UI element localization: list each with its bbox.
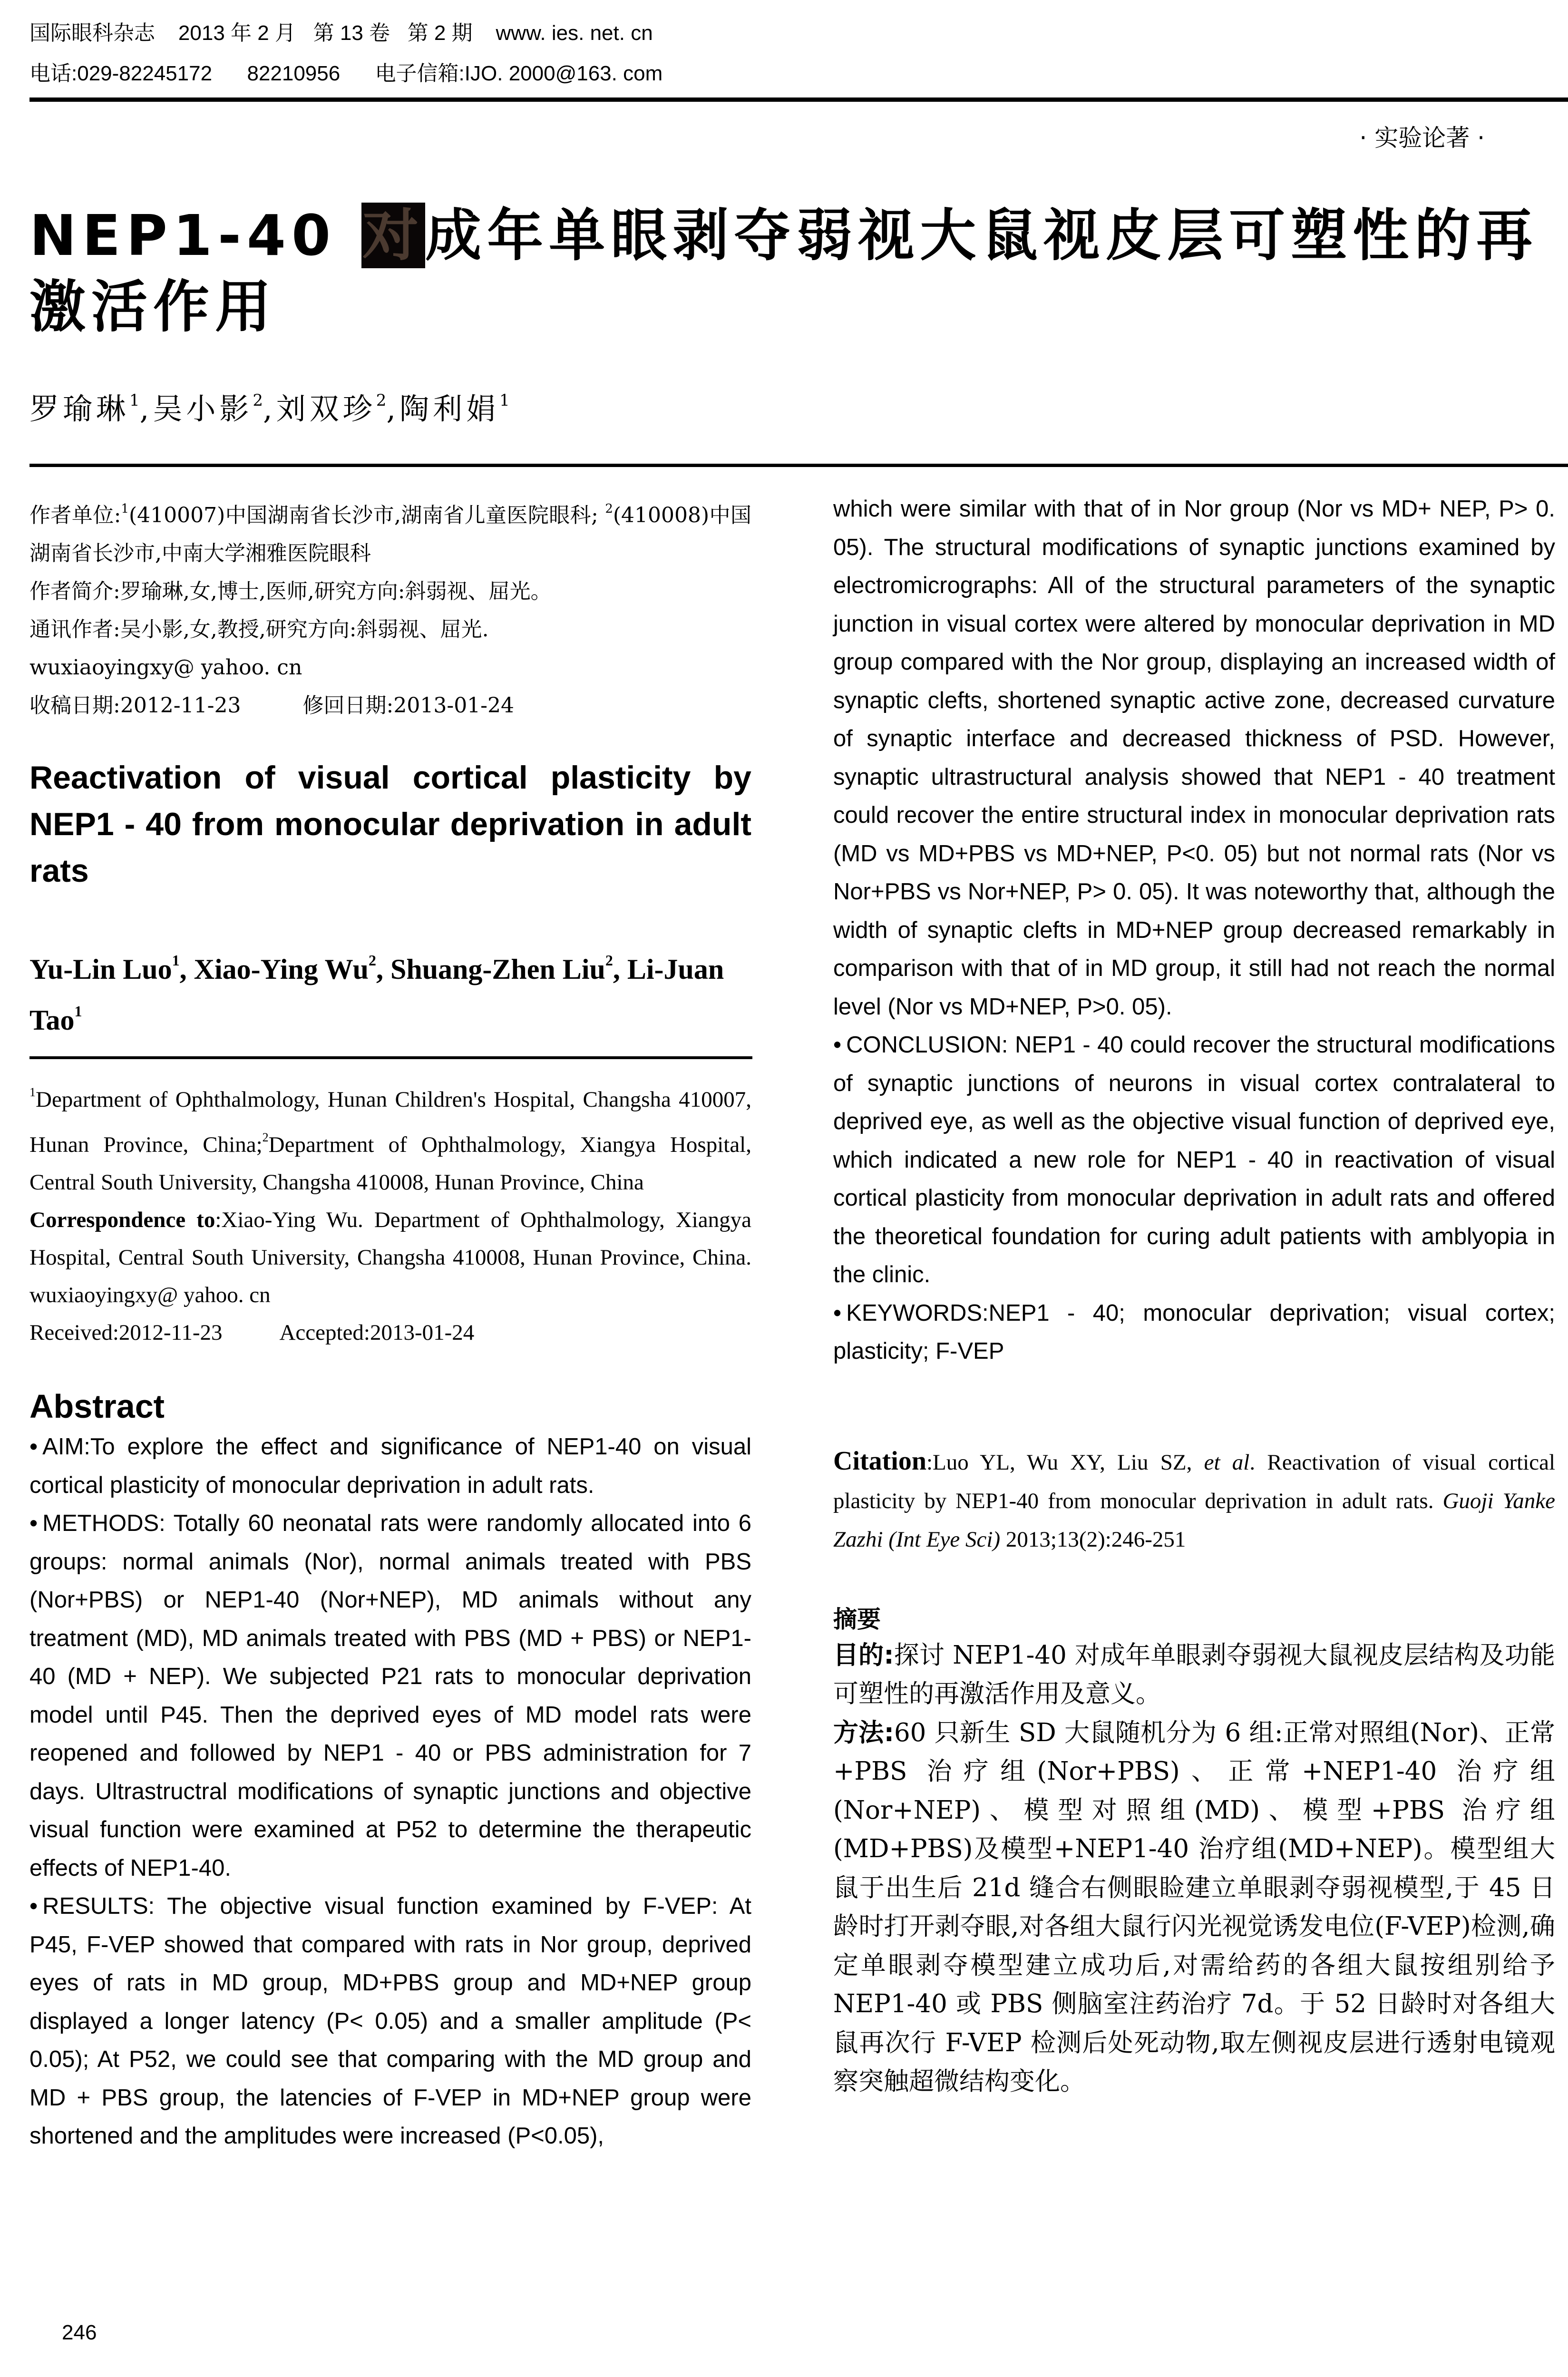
title-prefix: NEP1-40: [29, 203, 362, 268]
abstract-body-right: [833, 490, 1555, 1371]
english-authors: Yu-Lin Luo$^1$, Xiao-Ying Wu$^2$, Shuang-Zhen Liu$^2$, Li-Juan Tao$^1$: [29, 952, 724, 1036]
author: 刘双珍: [276, 391, 376, 426]
chinese-abstract-heading: 摘要: [833, 1605, 881, 1633]
abstract-heading: Abstract: [29, 1388, 165, 1425]
citation: Citation:Luo YL, Wu XY, Liu SZ, et al. Reactivation of visual cortical plasticity by NEP1-40 from monocular deprivation in adult rats. Guoji Yanke Zazhi (Int Eye Sci) 2013;13(2):246-251: [833, 1446, 1556, 1552]
issue-date: 2013 年 2 月: [178, 21, 296, 45]
author: 吴小影: [153, 391, 253, 426]
abstract-results: • RESULTS: The objective visual function examined by F-VEP: At P45, F-VEP showed that compared with rats in Nor group, deprived eyes of rats in MD group, MD+PBS group and MD+NEP group displayed a longer latency (P< 0.05) and a smaller amplitude (P< 0.05); At P52, we could see that comparing with the MD group and MD + PBS group, the latencies of F-VEP in MD+NEP group were shortened and the amplitudes were increased (P<0.05),: [29, 1893, 751, 2149]
correspondence: Correspondence to:Xiao-Ying Wu. Department of Ophthalmology, Xiangya Hospital, Central South University, Changsha 410008, Hunan Province, China. wuxiaoyingxy@ yahoo. cn: [29, 1208, 751, 1307]
chinese-abstract-aim: 目的:探讨 NEP1-40 对成年单眼剥夺弱视大鼠视皮层结构及功能可塑性的再激活作用及意义。: [833, 1640, 1555, 1708]
journal-website[interactable]: www. ies. net. cn: [496, 21, 653, 45]
issue: 第 2 期: [407, 21, 473, 45]
abstract-results-continued: which were similar with that of in Nor group (Nor vs MD+ NEP, P> 0. 05). The structural modifications of synaptic junctions examined by electromicrographs: All of the structural parameters of the synaptic junction in visual cortex were altered by monocular deprivation in MD group compared with the Nor group, displaying an increased width of synaptic clefts, shortened synaptic active zone, decreased curvature of synaptic interface and decreased thickness of PSD. However, synaptic ultrastructural analysis showed that NEP1 - 40 treatment could recover the entire structural index in monocular deprivation rats (MD vs MD+PBS vs MD+NEP, P<0. 05) but not normal rats (Nor vs Nor+PBS vs Nor+NEP, P> 0. 05). It was noteworthy that, although the width of synaptic clefts in MD+NEP group decreased remarkably in comparison with that of in MD group, it still had not reach the normal level (Nor vs MD+NEP, P>0. 05).: [833, 496, 1555, 1020]
received-date: 2012-11-23: [120, 693, 241, 718]
abstract-methods: • METHODS: Totally 60 neonatal rats were randomly allocated into 6 groups: normal animals (Nor), normal animals treated with PBS (Nor+PBS) or NEP1-40 (Nor+NEP), MD animals without any treatment (MD), MD animals treated with PBS (MD + PBS) or NEP1-40 (MD + NEP). We subjected P21 rats to monocular deprivation model until P45. Then the deprived eyes of MD model rats were reopened and followed by NEP1 - 40 or PBS administration for 7 days. Ultrastructral modifications of synaptic junctions and objective visual function were examined at P52 to determine the therapeutic effects of NEP1-40.: [29, 1510, 752, 1881]
author: 陶利娟: [399, 391, 500, 426]
phone-number-2: 82210956: [247, 62, 341, 85]
author: Xiao-Ying Wu: [194, 954, 369, 985]
chinese-title: [29, 200, 1551, 342]
author-affiliation-mark: 1: [129, 391, 140, 410]
abstract-aim: • AIM:To explore the effect and significance of NEP1-40 on visual cortical plasticity of monocular deprivation in adult rats.: [29, 1434, 751, 1498]
volume: 第 13 卷: [313, 21, 390, 45]
header-rule: [29, 97, 1568, 102]
section-tag: · 实验论著 ·: [1359, 124, 1485, 152]
abstract-keywords: • KEYWORDS:NEP1 - 40; monocular deprivation; visual cortex; plasticity; F-VEP: [833, 1300, 1555, 1364]
running-header-line-1: [29, 19, 653, 48]
corresponding-email[interactable]: wuxiaoyingxy@ yahoo. cn: [29, 655, 302, 680]
page-number: 246: [62, 2321, 97, 2344]
chinese-abstract-methods: 方法:60 只新生 SD 大鼠随机分为 6 组:正常对照组(Nor)、正常+PBS 治疗组(Nor+PBS)、正常+NEP1-40 治疗组(Nor+NEP)、模型对照组(MD)、模型+PBS 治疗组(MD+PBS)及模型+NEP1-40 治疗组(MD+NEP)。模型组大鼠于出生后 21d 缝合右侧眼睑建立单眼剥夺弱视模型,于 45 日龄时打开剥夺眼,对各组大鼠行闪光视觉诱发电位(F-VEP)检测,确定单眼剥夺模型建立成功后,对需给药的各组大鼠按组别给予 NEP1-40 或 PBS 侧脑室注药治疗 7d。于 52 日龄时对各组大鼠再次行 F-VEP 检测后处死动物,取左侧视皮层进行透射电镜观察突触超微结构变化。: [833, 1718, 1555, 2096]
author-affiliation-mark: 1: [499, 391, 510, 410]
chinese-author-info: [29, 490, 751, 725]
journal-name-italic: Guoji Yanke Zazhi (Int Eye Sci): [833, 1488, 1556, 1552]
running-header-line-2: [29, 59, 662, 88]
abstract-body-left: [29, 1428, 751, 2155]
author-affiliation: 作者单位:$^1$(410007)中国湖南省长沙市,湖南省儿童医院眼科; $^2$(410008)中国湖南省长沙市,中南大学湘雅医院眼科: [29, 502, 751, 565]
author-bio: 作者简介:罗瑜琳,女,博士,医师,研究方向:斜弱视、屈光。: [29, 579, 552, 604]
phone-label: 电话:: [29, 62, 78, 85]
phone-number-1: 029-82245172: [77, 62, 213, 85]
author-affiliation-mark: 2: [376, 391, 387, 410]
title-rest: 成年单眼剥夺弱视大鼠视皮层可塑性的再激活作用: [29, 203, 1539, 340]
title-rule: [29, 464, 1568, 467]
left-column: [29, 490, 751, 2155]
author: Li-Juan Tao: [29, 954, 724, 1036]
author: Shuang-Zhen Liu: [390, 954, 605, 985]
english-title: Reactivation of visual cortical plasticity by NEP1 - 40 from monocular deprivation in adult rats: [29, 760, 751, 889]
journal-name: 国际眼科杂志: [29, 21, 155, 45]
journal-email[interactable]: IJO. 2000@163. com: [464, 62, 663, 85]
corresponding-author: 通讯作者:吴小影,女,教授,研究方向:斜弱视、屈光.: [29, 617, 489, 642]
chinese-authors: 罗瑜琳$^1$,吴小影$^2$,刘双珍$^2$,陶利娟$^1$: [29, 391, 510, 426]
author: Yu-Lin Luo: [29, 954, 172, 985]
chinese-abstract: [833, 1636, 1555, 2101]
authors-rule: [29, 1056, 752, 1059]
author-affiliation-mark: 2: [253, 391, 263, 410]
dates: 收稿日期:2012-11-23 修回日期:2013-01-24: [29, 693, 515, 718]
received-accepted: Received:2012-11-23 Accepted:2013-01-24: [29, 1320, 475, 1345]
revised-date: 2013-01-24: [393, 693, 515, 718]
email-label: 电子信箱:: [375, 62, 465, 85]
english-affiliation: $^1$Department of Ophthalmology, Hunan Children's Hospital, Changsha 410007, Hunan Province, China;$^2$Department of Ophthalmology, Xiangya Hospital, Central South University, Changsha 410008, Hunan Province, China Correspondence to:Xiao-Ying Wu. Department of Ophthalmology, Xiangya Hospital, Central South University, Changsha 410008, Hunan Province, China. wuxiaoyingxy@ yahoo. cn Received:2012-11-23 Accepted:2013-01-24: [29, 1073, 751, 1352]
abstract-conclusion: • CONCLUSION: NEP1 - 40 could recover the structural modifications of synaptic junctions of neurons in visual cortex contralateral to deprived eye, as well as the objective visual function of deprived eye, which indicated a new role for NEP1 - 40 in reactivation of visual cortical plasticity from monocular deprivation in adult rats and offered the theoretical foundation for curing adult patients with amblyopia in the clinic.: [833, 1032, 1555, 1287]
title-highlighted-char: 对: [362, 203, 425, 268]
author: 罗瑜琳: [29, 391, 130, 426]
right-column: [833, 490, 1555, 2101]
